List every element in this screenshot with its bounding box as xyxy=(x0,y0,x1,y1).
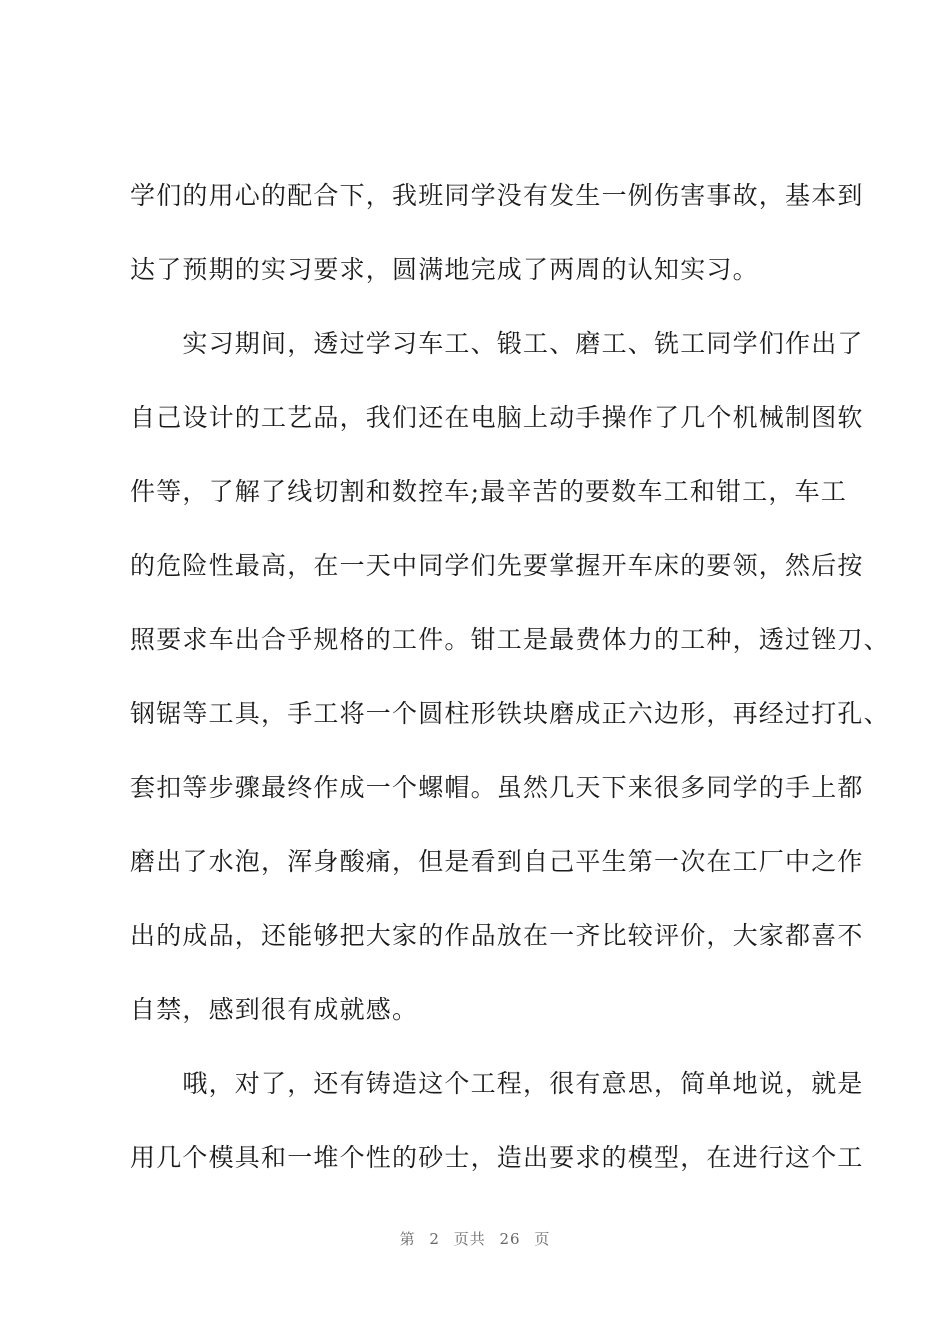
text-line: 用几个模具和一堆个性的砂士，造出要求的模型，在进行这个工 xyxy=(130,1143,864,1172)
text-line: 学们的用心的配合下，我班同学没有发生一例伤害事故，基本到 xyxy=(130,181,864,210)
footer-label-page: 第 xyxy=(399,1230,416,1248)
text-line: 套扣等步骤最终作成一个螺帽。虽然几天下来很多同学的手上都 xyxy=(130,773,864,802)
text-line: 哦，对了，还有铸造这个工程，很有意思，简单地说，就是 xyxy=(130,1069,864,1098)
text-line: 钢锯等工具，手工将一个圆柱形铁块磨成正六边形，再经过打孔、 xyxy=(130,699,890,728)
footer-total-pages: 26 xyxy=(499,1230,521,1248)
text-line: 达了预期的实习要求，圆满地完成了两周的认知实习。 xyxy=(130,255,759,284)
page-footer xyxy=(0,1228,950,1249)
text-line: 自禁，感到很有成就感。 xyxy=(130,995,419,1024)
text-line: 实习期间，透过学习车工、锻工、磨工、铣工同学们作出了 xyxy=(130,329,864,358)
text-line: 磨出了水泡，浑身酸痛，但是看到自己平生第一次在工厂中之作 xyxy=(130,847,864,876)
text-line: 自己设计的工艺品，我们还在电脑上动手操作了几个机械制图软 xyxy=(130,403,864,432)
text-line: 出的成品，还能够把大家的作品放在一齐比较评价，大家都喜不 xyxy=(130,921,864,950)
footer-label-end: 页 xyxy=(534,1230,551,1248)
footer-label-of: 页共 xyxy=(453,1230,486,1248)
text-line: 件等，了解了线切割和数控车;最辛苦的要数车工和钳工，车工 xyxy=(130,477,848,506)
footer-current-page: 2 xyxy=(429,1230,440,1248)
body-text xyxy=(130,172,890,1208)
text-line: 照要求车出合乎规格的工件。钳工是最费体力的工种，透过锉刀、 xyxy=(130,625,890,654)
text-line: 的危险性最高，在一天中同学们先要掌握开车床的要领，然后按 xyxy=(130,551,864,580)
